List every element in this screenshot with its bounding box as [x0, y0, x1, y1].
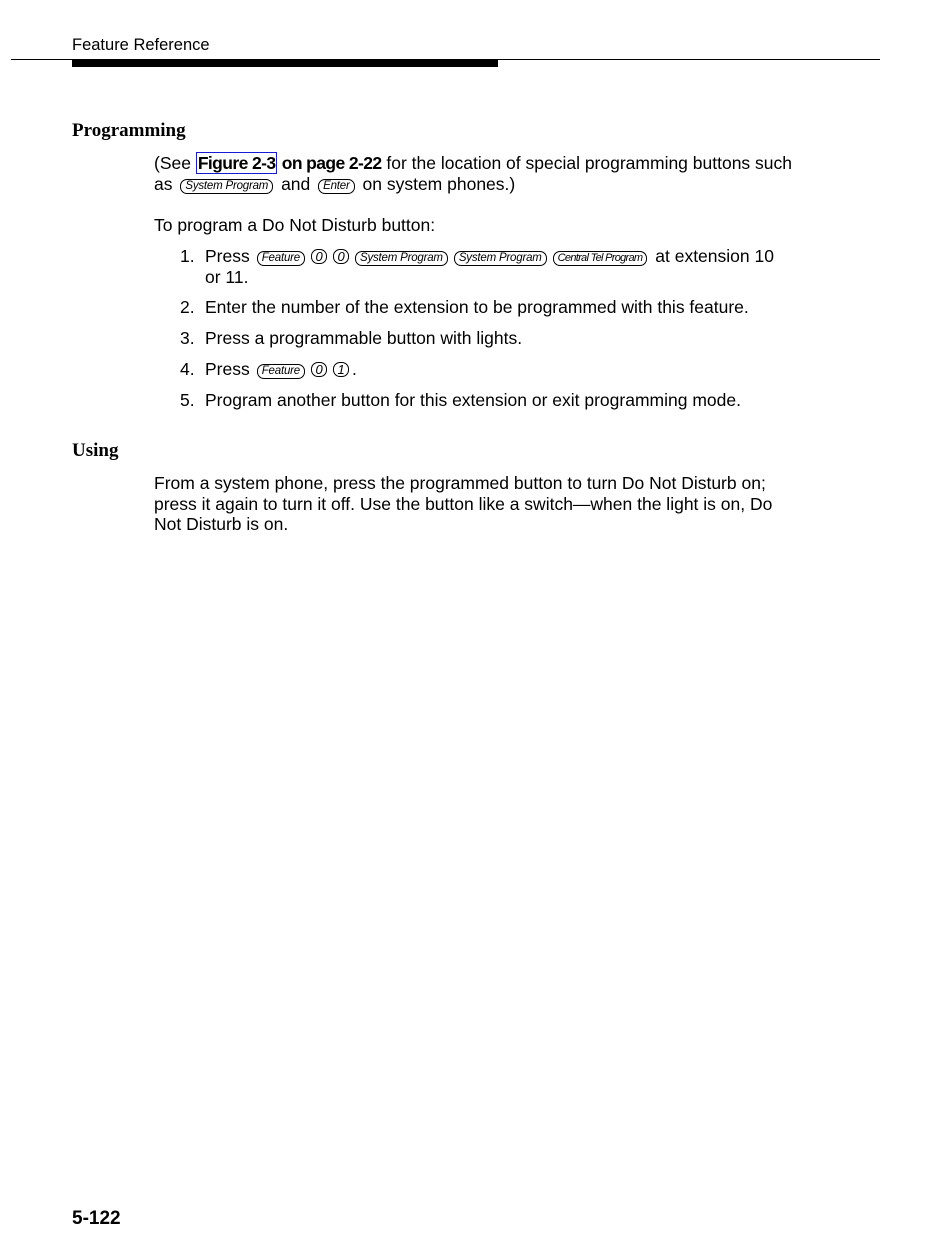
- running-header: Feature Reference: [72, 36, 210, 54]
- digit-key: 0: [311, 362, 327, 377]
- central-tel-program-key: Central Tel Program: [553, 251, 648, 266]
- step-number: 4.: [180, 359, 195, 379]
- page-number: 5-122: [72, 1208, 121, 1229]
- intro-end-text: on system phones.): [357, 173, 516, 194]
- page-link[interactable]: on page 2-22: [277, 153, 382, 173]
- step-text: [205, 359, 780, 380]
- step-number: 2.: [180, 297, 195, 317]
- step-text: Program another button for this extension or exit programming mode.: [205, 390, 741, 410]
- intro-see-text: (See: [154, 153, 196, 173]
- intro-after-link-text: for the location of special programming buttons such as: [154, 153, 793, 194]
- step-text: Enter the number of the extension to be programmed with this feature.: [205, 297, 749, 317]
- system-program-key: System Program: [355, 251, 448, 266]
- feature-key: Feature: [257, 251, 305, 266]
- step-suffix: at extension 10 or 11.: [205, 246, 774, 287]
- step-number: 5.: [180, 390, 195, 410]
- digit-key: 1: [333, 362, 349, 377]
- using-heading: Using: [72, 440, 119, 461]
- step-text: [205, 246, 780, 287]
- enter-key: Enter: [318, 179, 355, 194]
- using-body: From a system phone, press the programmed button to turn Do Not Disturb on; press it again to turn it off. Use the button like a switch—when the light is on, Do Not Disturb is on.: [154, 473, 773, 534]
- step-number: 3.: [180, 328, 195, 348]
- figure-link[interactable]: Figure 2-3: [197, 153, 276, 173]
- programming-lead-in: To program a Do Not Disturb button:: [154, 215, 436, 235]
- feature-key: Feature: [257, 364, 305, 379]
- header-rule-thick: [72, 60, 498, 67]
- press-text: Press: [205, 359, 250, 379]
- system-program-key: System Program: [454, 251, 547, 266]
- programming-heading: Programming: [72, 120, 186, 141]
- programming-intro: [154, 153, 794, 194]
- digit-key: 0: [311, 249, 327, 264]
- step-number: 1.: [180, 246, 195, 266]
- system-program-key: System Program: [180, 179, 273, 194]
- digit-key: 0: [333, 249, 349, 264]
- press-text: Press: [205, 246, 250, 266]
- step-text: Press a programmable button with lights.: [205, 328, 523, 348]
- and-text: and: [276, 173, 316, 194]
- step-suffix: .: [351, 359, 357, 379]
